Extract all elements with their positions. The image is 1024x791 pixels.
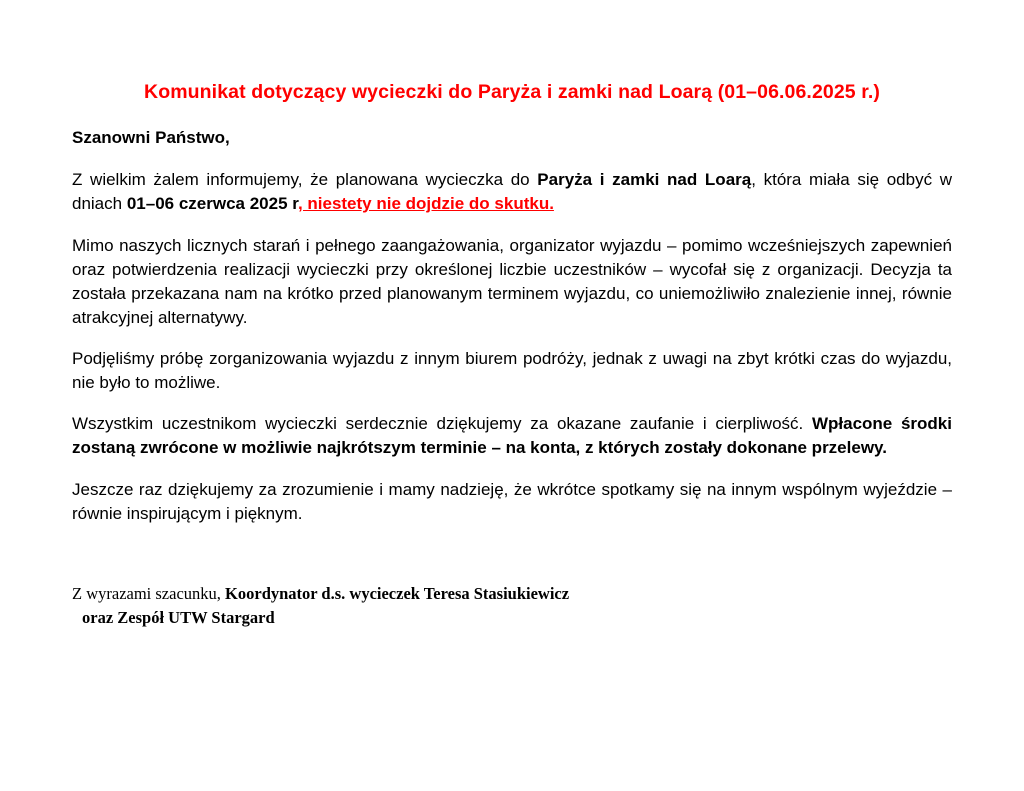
paragraph-cancellation	[72, 168, 952, 216]
paragraph1-part2: , która miała się odbyć w dniach	[72, 170, 952, 214]
page-title: Komunikat dotyczący wycieczki do Paryża i zamki nad Loarą (01–06.06.2025 r.)	[144, 81, 880, 103]
paragraph1-part1: Z wielkim żalem informujemy, że planowana wycieczka do	[72, 170, 538, 190]
paragraph-organizer-withdrawal: Mimo naszych licznych starań i pełnego zaangażowania, organizator wyjazdu – pomimo wcześniejszych zapewnień oraz potwierdzenia realizacji wycieczki przy określonej liczbie uczestników – wycofał się z organizacji. Decyzja ta została przekazana nam na krótko przed planowanym terminem wyjazdu, co uniemożliwiło znalezienie innej, równie atrakcyjnej alternatywy.	[72, 235, 952, 327]
paragraph-alternative-attempt: Podjęliśmy próbę zorganizowania wyjazdu z innym biurem podróży, jednak z uwagi na zbyt krótki czas do wyjazdu, nie było to możliwe.	[72, 349, 952, 393]
paragraph1-dates: 01–06 czerwca 2025 r	[126, 194, 298, 214]
salutation: Szanowni Państwo,	[72, 128, 230, 148]
signature-line-2: oraz Zespół UTW Stargard	[82, 607, 275, 627]
paragraph1-trip-name: Paryża i zamki nad Loarą	[537, 170, 752, 190]
signature-block	[72, 582, 952, 630]
signature-closing: Z wyrazami szacunku,	[72, 583, 226, 603]
paragraph4-part1: Wszystkim uczestnikom wycieczki serdecznie dziękujemy za okazane zaufanie i cierpliwość.	[72, 414, 812, 434]
signature-line-1	[72, 582, 952, 606]
paragraph-closing-thanks: Jeszcze raz dziękujemy za zrozumienie i mamy nadzieję, że wkrótce spotkamy się na innym wspólnym wyjeździe – równie inspirującym i pięknym.	[72, 479, 952, 523]
paragraph1-emphasis: , niestety nie dojdzie do skutku.	[297, 194, 554, 214]
signature-name: Koordynator d.s. wycieczek Teresa Stasiukiewicz	[225, 583, 570, 603]
paragraph4-refund-note: Wpłacone środki zostaną zwrócone w możliwie najkrótszym terminie – na konta, z których zostały dokonane przelewy.	[72, 414, 952, 458]
paragraph-refund	[72, 412, 952, 460]
